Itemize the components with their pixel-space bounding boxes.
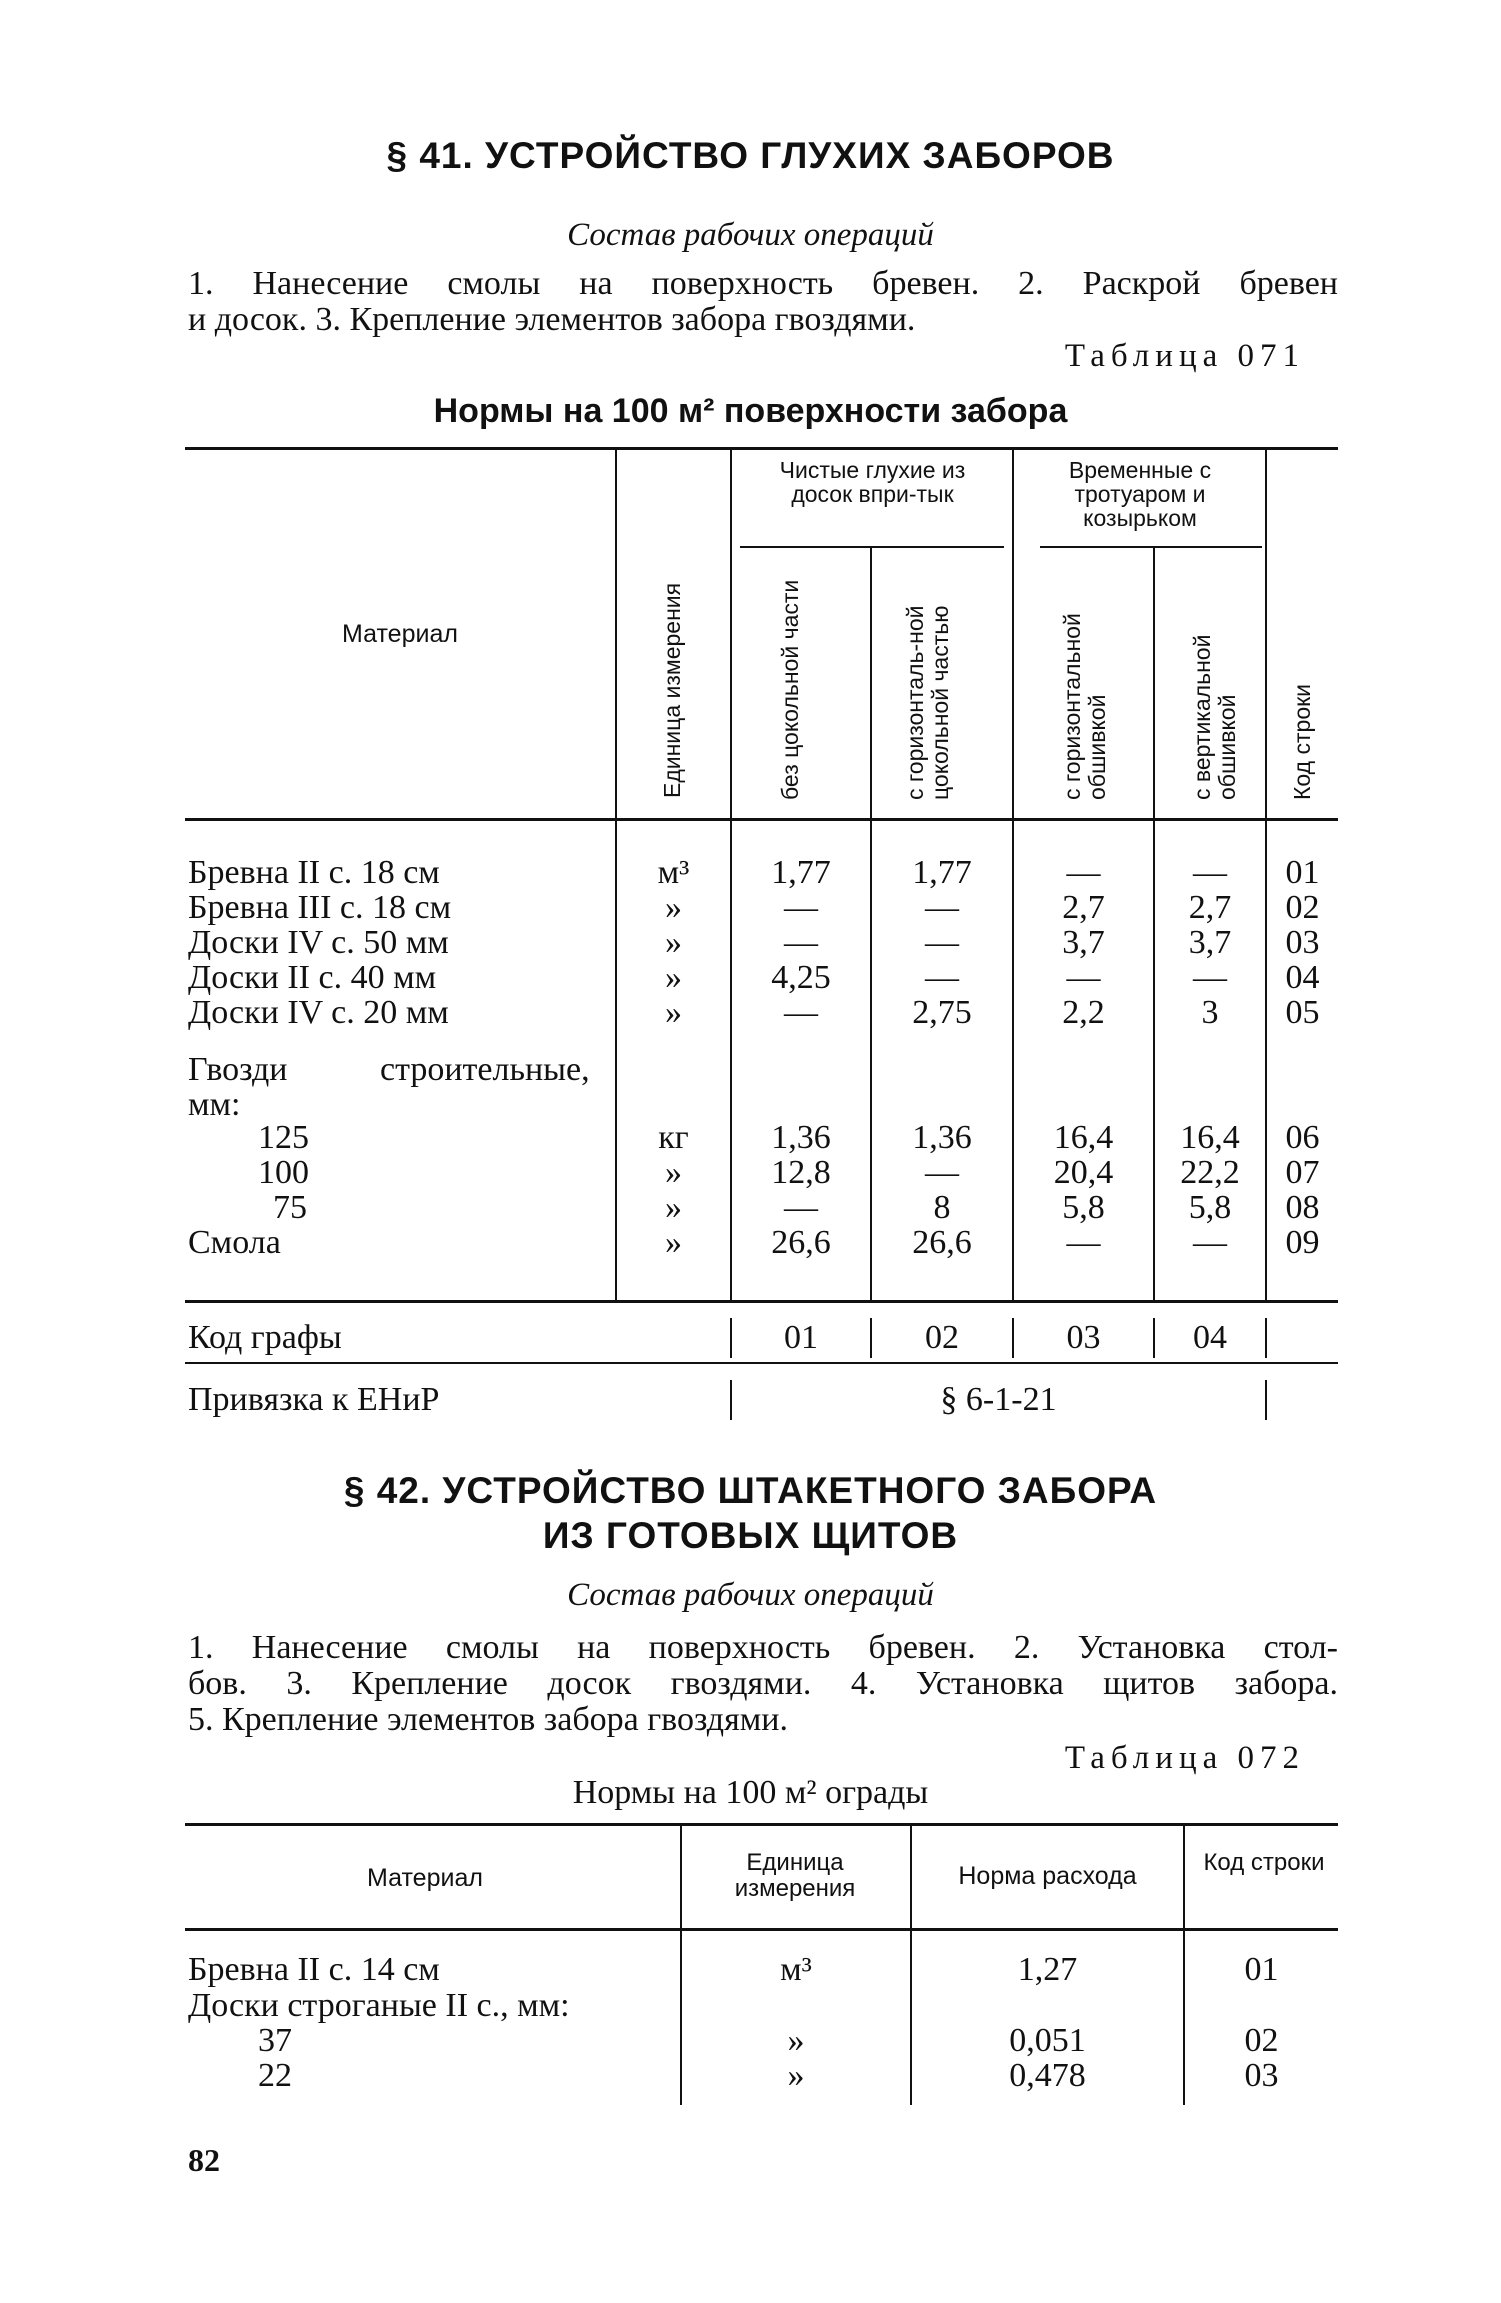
section-42-title-2: ИЗ ГОТОВЫХ ЩИТОВ [542,1515,959,1556]
header-col3: с горизонтальной обшивкой [1059,613,1110,800]
header-unit: Единица измерения [659,582,685,798]
nails-label-a: Гвозди [188,1051,288,1088]
kod-grafy-02: 02 [925,1319,959,1356]
section-42-ops-title: Состав рабочих операций [567,1577,934,1613]
kod-grafy-01: 01 [784,1319,818,1356]
table-072-caption: Нормы на 100 м² ограды [572,1774,929,1811]
kod-grafy-03: 03 [1066,1319,1101,1356]
t72-header-code: Код строки [1203,1849,1325,1876]
header-col4: с вертикальной обшивкой [1189,634,1240,800]
header-material: Материал [342,620,458,648]
header-code: Код строки [1289,683,1315,800]
page-number: 82 [188,2142,220,2178]
section-42-ops-line1: 1. Нанесение смолы на поверхность бревен. 2. Установка стол- [188,1629,1338,1666]
header-group2: Временные с тротуаром и козырьком [1068,457,1212,531]
section-41-title: § 41. УСТРОЙСТВО ГЛУХИХ ЗАБОРОВ [386,135,1115,176]
nails-label-b: строительные, [380,1051,590,1088]
t72-header-norm: Норма расхода [958,1862,1137,1890]
privyazka-label: Привязка к ЕНиР [188,1381,440,1418]
kod-grafy-04: 04 [1193,1319,1227,1356]
section-42-ops-line2: бов. 3. Крепление досок гвоздями. 4. Установка щитов забора. [188,1665,1338,1702]
section-42-title-1: § 42. УСТРОЙСТВО ШТАКЕТНОГО ЗАБОРА [343,1470,1158,1511]
section-41-ops-line1: 1. Нанесение смолы на поверхность бревен. 2. Раскрой бревен [188,265,1338,302]
kod-grafy-label: Код графы [188,1319,342,1356]
header-col1: без цокольной части [777,579,803,800]
section-41-ops-title: Состав рабочих операций [567,217,934,253]
t72-header-unit: Единица измерения [734,1849,856,1902]
section-42-ops-line3: 5. Крепление элементов забора гвоздями. [188,1701,788,1738]
nails-label-c: мм: [188,1086,241,1123]
table-072-label: Таблица 072 [1064,1740,1305,1776]
header-group1: Чистые глухие из досок впри-тык [779,457,966,507]
t72-header-material: Материал [367,1864,483,1892]
table-071-caption: Нормы на 100 м² поверхности забора [433,392,1068,430]
table-071-label: Таблица 071 [1064,338,1305,374]
section-41-ops-line2: и досок. 3. Крепление элементов забора гвоздями. [188,301,916,338]
header-col2: с горизонталь-ной цокольной частью [902,605,953,800]
privyazka-value: § 6-1-21 [940,1381,1057,1418]
